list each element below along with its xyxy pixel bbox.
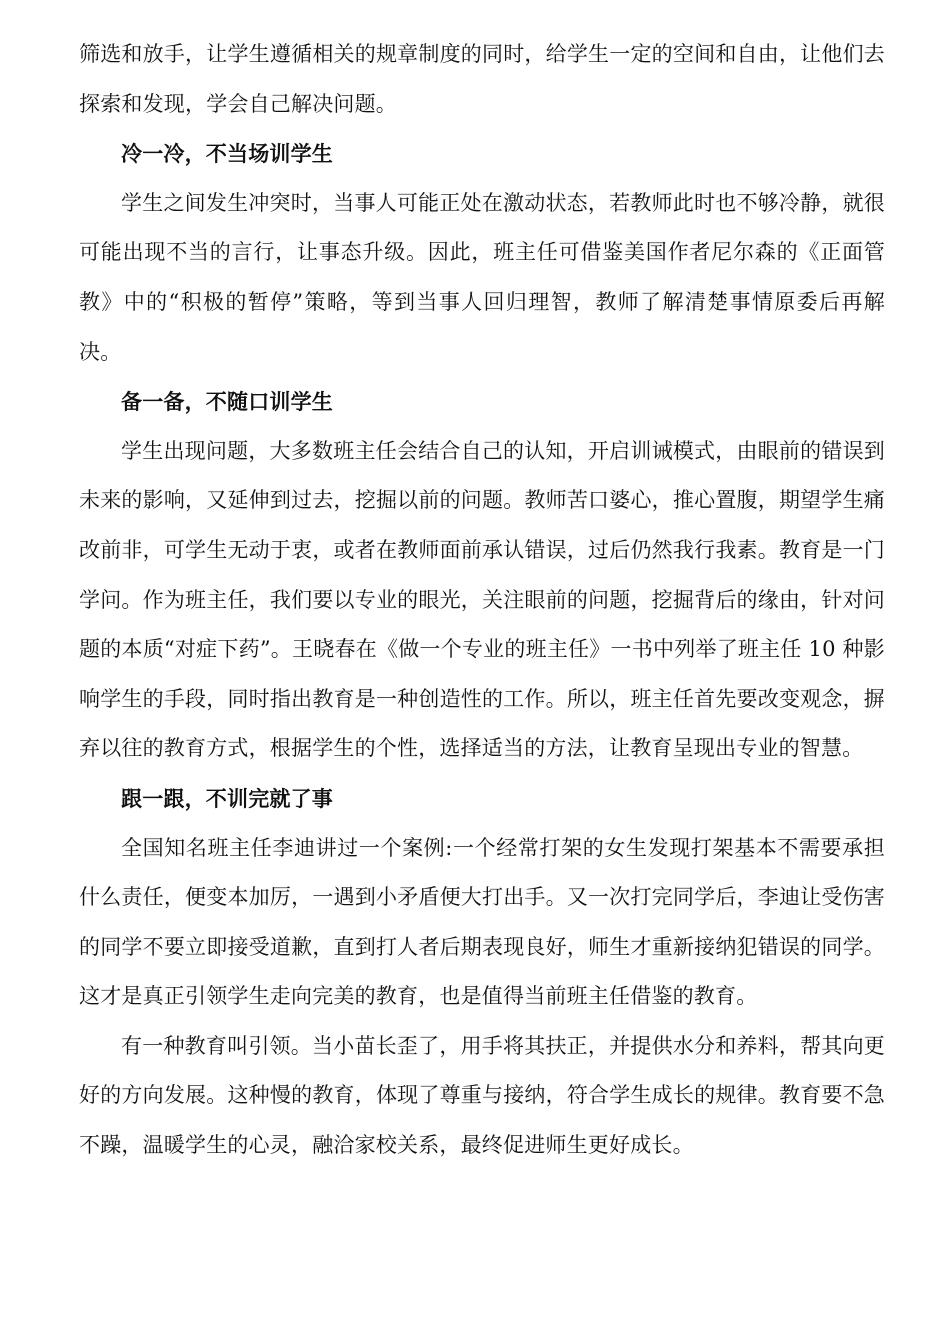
paragraph-case-study: 全国知名班主任李迪讲过一个案例:一个经常打架的女生发现打架基本不需要承担什么责任，便变本加厉，一遇到小矛盾便大打出手。又一次打完同学后，李迪让受伤害的同学不要立即接受道歉，直到打人者后期表现良好，师生才重新接纳犯错误的同学。这才是真正引领学生走向完美的教育，也是值得当前班主任借鉴的教育。 (79, 835, 885, 1009)
paragraph-continuation: 筛选和放手，让学生遵循相关的规章制度的同时，给学生一定的空间和自由，让他们去探索和发现，学会自己解决问题。 (79, 42, 885, 116)
paragraph-conflict: 学生之间发生冲突时，当事人可能正处在激动状态，若教师此时也不够冷静，就很可能出现不当的言行，让事态升级。因此，班主任可借鉴美国作者尼尔森的《正面管教》中的“积极的暂停”策略，等到当事人回归理智，教师了解清楚事情原委后再解决。 (79, 190, 885, 364)
section-heading-prepare: 备一备，不随口训学生 (121, 389, 333, 415)
section-heading-cool-down: 冷一冷，不当场训学生 (121, 141, 333, 167)
paragraph-professional: 学生出现问题，大多数班主任会结合自己的认知，开启训诫模式，由眼前的错误到未来的影响，又延伸到过去，挖掘以前的问题。教师苦口婆心，推心置腹，期望学生痛改前非，可学生无动于衷，或者在教师面前承认错误，过后仍然我行我素。教育是一门学问。作为班主任，我们要以专业的眼光，关注眼前的问题，挖掘背后的缘由，针对问题的本质“对症下药”。王晓春在《做一个专业的班主任》一书中列举了班主任 10 种影响学生的手段，同时指出教育是一种创造性的工作。所以，班主任首先要改变观念，摒弃以往的教育方式，根据学生的个性，选择适当的方法，让教育呈现出专业的智慧。 (79, 438, 885, 761)
section-heading-follow-up: 跟一跟，不训完就了事 (121, 785, 333, 811)
document-page (79, 30, 885, 1171)
paragraph-conclusion: 有一种教育叫引领。当小苗长歪了，用手将其扶正，并提供水分和养料，帮其向更好的方向发展。这种慢的教育，体现了尊重与接纳，符合学生成长的规律。教育要不急不躁，温暖学生的心灵，融洽家校关系，最终促进师生更好成长。 (79, 1033, 885, 1158)
